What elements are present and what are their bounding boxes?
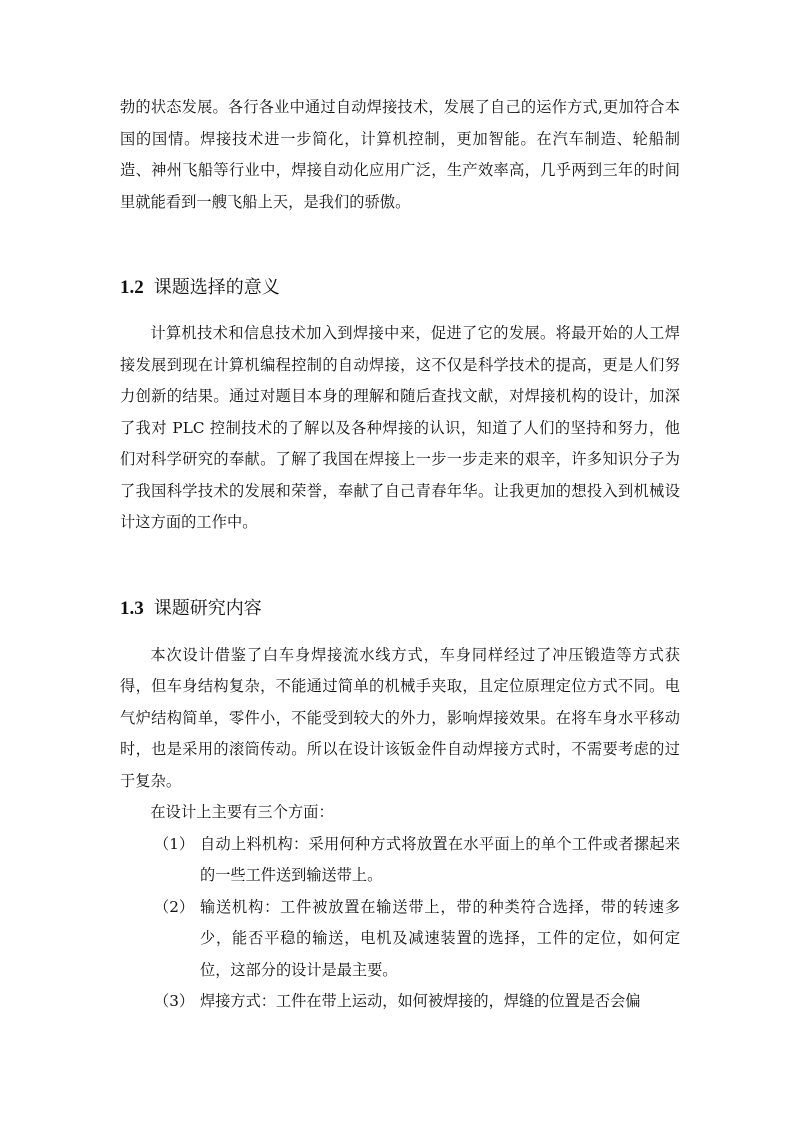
- section-heading-1-3: [120, 596, 680, 622]
- list-item-text: 自动上料机构：采用何种方式将放置在水平面上的单个工件或者摞起来的一些工件送到输送带上。: [200, 834, 680, 884]
- body-paragraph-2: 计算机技术和信息技术加入到焊接中来，促进了它的发展。将最开始的人工焊接发展到现在计算机编程控制的自动焊接，这不仅是科学技术的提高，更是人们努力创新的结果。通过对题目本身的理解和随后查找文献，对焊接机构的设计，加深了我对 PLC 控制技术的了解以及各种焊接的认识，知道了人们的坚持和努力，他们对科学研究的奉献。了解了我国在焊接上一步一步走来的艰辛，许多知识分子为了我国科学技术的发展和荣誉，奉献了自己青春年华。让我更加的想投入到机械设计这方面的工作中。: [120, 324, 680, 531]
- list-item: [120, 829, 680, 892]
- body-paragraph-1: 勃的状态发展。各行各业中通过自动焊接技术，发展了自己的运作方式,更加符合本国的国情。焊接技术进一步简化，计算机控制，更加智能。在汽车制造、轮船制造、神州飞船等行业中，焊接自动化应用广泛，生产效率高，几乎两到三年的时间里就能看到一艘飞船上天，是我们的骄傲。: [120, 98, 680, 211]
- section-number: 1.3: [120, 597, 144, 619]
- list-item-text: 输送机构：工件被放置在输送带上，带的种类符合选择，带的转速多少，能否平稳的输送，电机及减速装置的选择，工件的定位，如何定位，这部分的设计是最主要。: [200, 897, 680, 979]
- section-title: 课题研究内容: [153, 597, 262, 619]
- page-content: [120, 92, 680, 1018]
- section-heading-1-2: [120, 275, 680, 301]
- section-number: 1.2: [120, 277, 144, 298]
- body-paragraph-3: 本次设计借鉴了白车身焊接流水线方式，车身同样经过了冲压锻造等方式获得，但车身结构复杂，不能通过简单的机械手夹取，且定位原理定位方式不同。电气炉结构简单，零件小，不能受到较大的外力，影响焊接效果。在将车身水平移动时，也是采用的滚筒传动。所以在设计该钣金件自动焊接方式时，不需要考虑的过于复杂。: [120, 645, 680, 790]
- section-title: 课题选择的意义: [153, 277, 280, 298]
- list-marker: （3）: [154, 992, 195, 1010]
- list-item-text: 焊接方式：工件在带上运动，如何被焊接的，焊缝的位置是否会偏: [200, 992, 641, 1010]
- list-item: [120, 892, 680, 987]
- list-item: [120, 986, 680, 1018]
- body-paragraph-4: 在设计上主要有三个方面：: [150, 803, 334, 821]
- list-marker: （2）: [154, 897, 195, 916]
- list-marker: （1）: [154, 834, 195, 853]
